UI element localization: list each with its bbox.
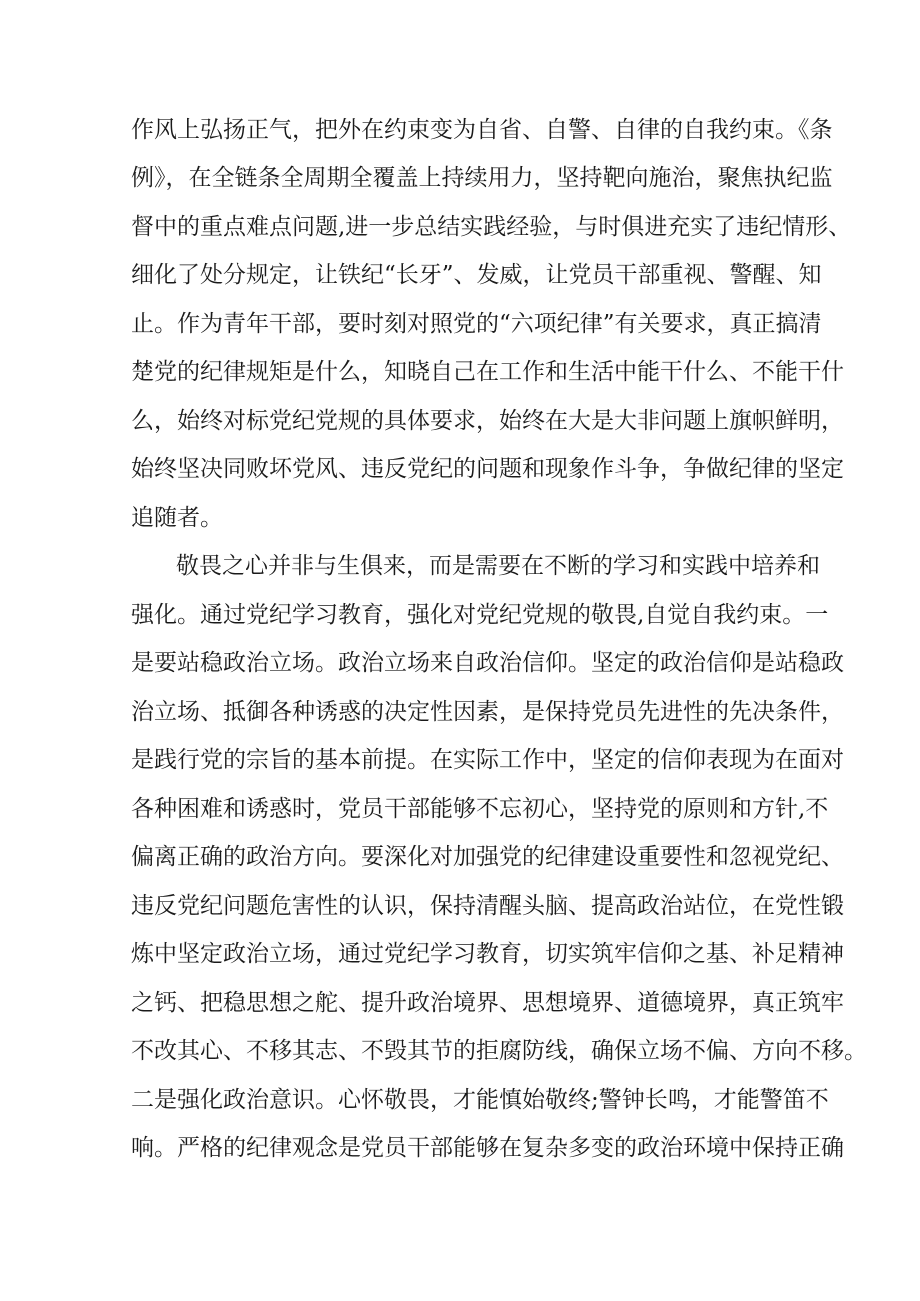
paragraph-2-line-7: 偏离正确的政治方向。要深化对加强党的纪律建设重要性和忽视党纪、	[131, 844, 844, 870]
paragraph-1-line-3: 督中的重点难点问题,进一步总结实践经验，与时俱进充实了违纪情形、	[131, 214, 852, 240]
paragraph-2-line-5: 是践行党的宗旨的基本前提。在实际工作中，坚定的信仰表现为在面对	[131, 747, 844, 773]
paragraph-2-line-3: 是要站稳政治立场。政治立场来自政治信仰。坚定的政治信仰是站稳政	[131, 650, 844, 676]
paragraph-2-line-6: 各种困难和诱惑时，党员干部能够不忘初心，坚持党的原则和方针,不	[131, 796, 829, 822]
paragraph-2-line-12: 二是强化政治意识。心怀敬畏，才能慎始敬终;警钟长鸣，才能警笛不	[131, 1087, 829, 1113]
paragraph-2-line-1: 敬畏之心并非与生俱来，而是需要在不断的学习和实践中培养和	[176, 553, 820, 579]
paragraph-2-line-8: 违反党纪问题危害性的认识，保持清醒头脑、提高政治站位，在党性锻	[131, 893, 844, 919]
paragraph-1-line-9: 追随者。	[131, 505, 223, 531]
paragraph-2-line-10: 之钙、把稳思想之舵、提升政治境界、思想境界、道德境界，真正筑牢	[131, 990, 844, 1016]
paragraph-2-line-13: 响。严格的纪律观念是党员干部能够在复杂多变的政治环境中保持正确	[131, 1135, 844, 1161]
paragraph-2-line-4: 治立场、抵御各种诱惑的决定性因素，是保持党员先进性的先决条件，	[131, 699, 844, 725]
paragraph-1-line-1: 作风上弘扬正气，把外在约束变为自省、自警、自律的自我约束。《条	[131, 117, 833, 143]
paragraph-1-line-8: 始终坚决同败坏党风、违反党纪的问题和现象作斗争，争做纪律的坚定	[131, 456, 844, 482]
paragraph-1-line-6: 楚党的纪律规矩是什么，知晓自己在工作和生活中能干什么、不能干什	[131, 359, 844, 385]
paragraph-2-line-9: 炼中坚定政治立场，通过党纪学习教育，切实筑牢信仰之基、补足精神	[131, 941, 844, 967]
paragraph-1-line-5: 止。作为青年干部，要时刻对照党的“六项纪律”有关要求，真正搞清	[131, 311, 822, 337]
paragraph-1-line-7: 么，始终对标党纪党规的具体要求，始终在大是大非问题上旗帜鲜明，	[131, 408, 844, 434]
paragraph-2-line-11: 不改其心、不移其志、不毁其节的拒腐防线，确保立场不偏、方向不移。	[131, 1038, 867, 1064]
paragraph-1-line-4: 细化了处分规定，让铁纪“长牙”、发威，让党员干部重视、警醒、知	[131, 262, 822, 288]
paragraph-1-line-2: 例》，在全链条全周期全覆盖上持续用力，坚持靶向施治，聚焦执纪监	[131, 165, 833, 191]
paragraph-2-line-2: 强化。通过党纪学习教育，强化对党纪党规的敬畏,自觉自我约束。一	[131, 602, 829, 628]
